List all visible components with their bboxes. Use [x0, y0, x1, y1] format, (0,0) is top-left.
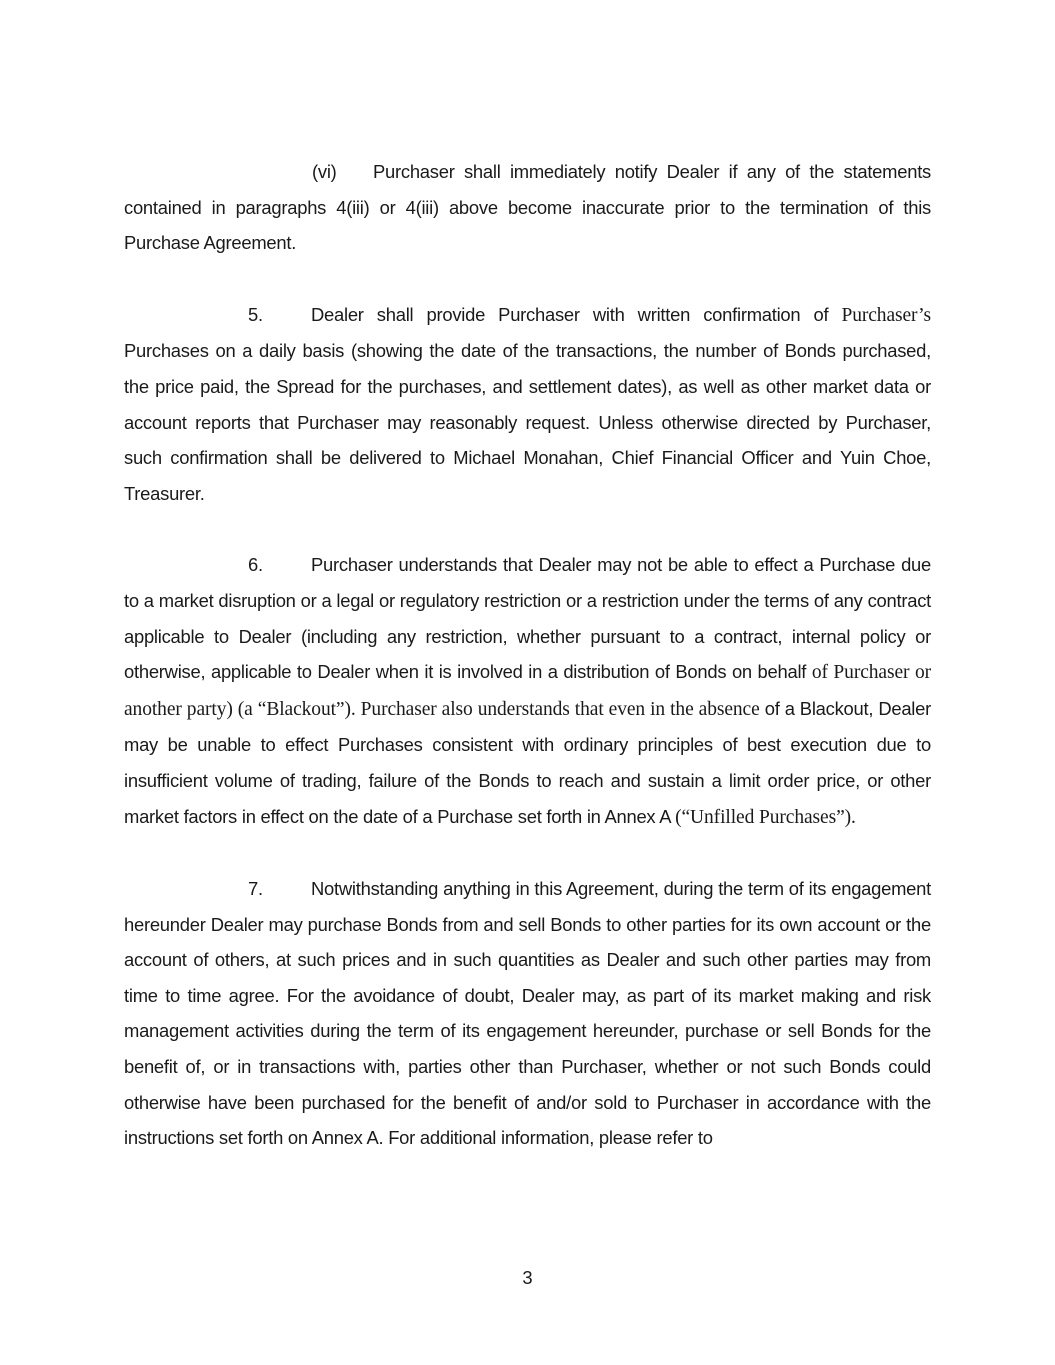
paragraph-number: (vi)	[312, 161, 337, 182]
paragraph-5	[124, 297, 931, 512]
paragraph-text: Purchaser shall immediately notify Dealer if any of the statements contained in paragraphs 4(iii) or 4(iii) above become inaccurate prior to the termination of this Purchase Agreement.	[124, 161, 931, 254]
paragraph-number: 7.	[248, 878, 263, 900]
paragraph-text-serif: of Purchaser or another party) (a “Blackout”). Purchaser also understands that even in the absence	[124, 662, 932, 720]
paragraph-text: Notwithstanding anything in this Agreement, during the term of its engagement hereunder Dealer may purchase Bonds from and sell Bonds to other parties for its own account or the account of others, at such prices and in such quantities as Dealer and such other parties may from time to time agree. For the avoidance of doubt, Dealer may, as part of its market making and risk management activities during the term of its engagement hereunder, purchase or sell Bonds for the benefit of, or in transactions with, parties other than Purchaser, whether or not such Bonds could otherwise have been purchased for the benefit of and/or sold to Purchaser in accordance with the instructions set forth on Annex A. For additional information, please refer to	[124, 878, 931, 1149]
paragraph-7	[124, 871, 931, 1156]
paragraph-text: Dealer shall provide Purchaser with written confirmation of	[311, 303, 842, 325]
paragraph-6	[124, 547, 931, 835]
paragraph-number: 6.	[248, 554, 263, 576]
page-number: 3	[522, 1267, 533, 1288]
paragraph-text: Purchaser understands that Dealer may not be able to effect a Purchase due to a market disruption or a legal or regulatory restriction or a restriction under the terms of any contract applicable to Dealer (including any restriction, whether pursuant to a contract, internal policy or otherwise, applicable to Dealer when it is involved in a distribution of Bonds on behalf	[124, 554, 931, 683]
paragraph-text: of a Blackout, Dealer may be unable to effect Purchases consistent with ordinary principles of best execution due to insufficient volume of trading, failure of the Bonds to reach and sustain a limit order price, or other market factors in effect on the date of a Purchase set forth in Annex A	[124, 697, 931, 827]
paragraph-text-serif: Purchaser’s	[841, 304, 931, 326]
document-page	[124, 154, 931, 1156]
paragraph-text: Purchases on a daily basis (showing the date of the transactions, the number of Bonds purchased, the price paid, the Spread for the purchases, and settlement dates), as well as other market data or account reports that Purchaser may reasonably request. Unless otherwise directed by Purchaser, such confirmation shall be delivered to Michael Monahan, Chief Financial Officer and Yuin Choe, Treasurer.	[124, 340, 931, 504]
paragraph-text-serif: (“Unfilled Purchases”).	[675, 806, 856, 828]
paragraph-vi	[124, 154, 931, 261]
paragraph-number: 5.	[248, 303, 263, 325]
